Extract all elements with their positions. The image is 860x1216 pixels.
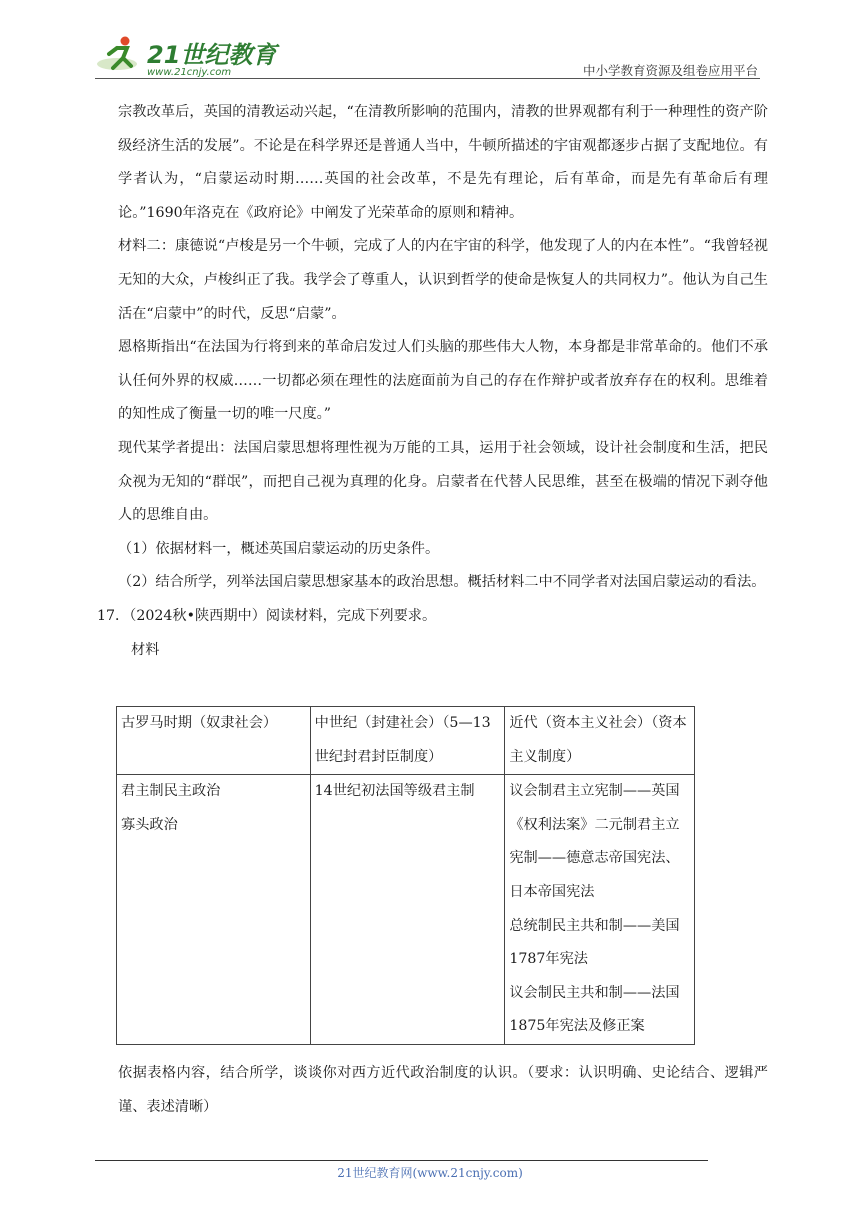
cell-line: 君主制民主政治 (121, 783, 221, 800)
header-modern: 近代（资本主义社会）（资本主义制度） (505, 707, 695, 775)
cell-line: 14世纪初法国等级君主制 (314, 783, 475, 800)
sub-question-2: （2）结合所学，列举法国启蒙思想家基本的政治思想。概括材料二中不同学者对法国启蒙运动的看法。 (118, 574, 766, 591)
header-medieval: 中世纪（封建社会）（5—13世纪封君封臣制度） (310, 707, 505, 775)
material-one-paragraph: 宗教改革后，英国的清教运动兴起，“在清教所影响的范围内，清教的世界观都有利于一种理性的资产阶级经济生活的发展”。不论是在科学界还是普通人当中，牛顿所描述的宇宙观都逐步占据了支配地位。有学者认为，“启蒙运动时期……英国的社会改革，不是先有理论，后有革命，而是先有革命后有理论。”1690年洛克在《政府论》中阐发了光荣革命的原则和精神。 (118, 104, 768, 221)
header-divider (95, 78, 760, 79)
question-17-task: 依据表格内容，结合所学，谈谈你对西方近代政治制度的认识。（要求：认识明确、史论结合、逻辑严谨、表述清晰） (118, 1065, 768, 1115)
footer-divider (95, 1160, 708, 1161)
logo-url: www.21cnjy.com (147, 67, 232, 78)
cell-line: 议会制君主立宪制——英国《权利法案》二元制君主立宪制——德意志帝国宪法、日本帝国宪法 (509, 783, 680, 900)
question-17-stem: 17．（2024秋•陕西期中）阅读材料，完成下列要求。 (97, 607, 437, 624)
footer-link[interactable]: 21世纪教育网(www.21cnjy.com) (337, 1166, 523, 1180)
header-ancient-rome: 古罗马时期（奴隶社会） (117, 707, 311, 775)
political-systems-table (116, 706, 695, 1045)
engels-paragraph: 恩格斯指出“在法国为行将到来的革命启发过人们头脑的那些伟大人物，本身都是非常革命的。他们不承认任何外界的权威……一切都必须在理性的法庭面前为自己的存在作辩护或者放弃存在的权利。思维着的知性成了衡量一切的唯一尺度。” (118, 339, 768, 423)
sub-question-1: （1）依据材料一，概述英国启蒙运动的历史条件。 (118, 540, 440, 557)
question-content (97, 96, 768, 667)
cell-modern (505, 775, 695, 1045)
cell-line: 寡头政治 (121, 816, 178, 833)
site-logo (95, 34, 295, 78)
question-17-task-block (118, 1057, 768, 1124)
cell-medieval (310, 775, 505, 1045)
table-row (117, 775, 695, 1045)
logo-head (121, 37, 130, 46)
table-header-row (117, 707, 695, 775)
cell-line: 总统制民主共和制——美国1787年宪法 (509, 917, 680, 968)
scholar-paragraph: 现代某学者提出：法国启蒙思想将理性视为万能的工具，运用于社会领域，设计社会制度和生活，把民众视为无知的“群氓”，而把自己视为真理的化身。启蒙者在代替人民思维，甚至在极端的情况下剥夺他人的思维自由。 (118, 439, 768, 524)
cell-ancient-rome (117, 775, 311, 1045)
page-header (95, 30, 760, 80)
platform-name: 中小学教育资源及组卷应用平台 (582, 63, 758, 78)
material-two-paragraph: 材料二：康德说“卢梭是另一个牛顿，完成了人的内在宇宙的科学，他发现了人的内在本性”。“我曾轻视无知的大众，卢梭纠正了我。我学会了尊重人，认识到哲学的使命是恢复人的共同权力”。他认为自己生活在“启蒙中”的时代，反思“启蒙”。 (118, 238, 768, 322)
material-label: 材料 (131, 641, 160, 658)
cell-line: 议会制民主共和制——法国1875年宪法及修正案 (509, 984, 680, 1035)
logo-text: 21世纪教育 (147, 41, 277, 69)
